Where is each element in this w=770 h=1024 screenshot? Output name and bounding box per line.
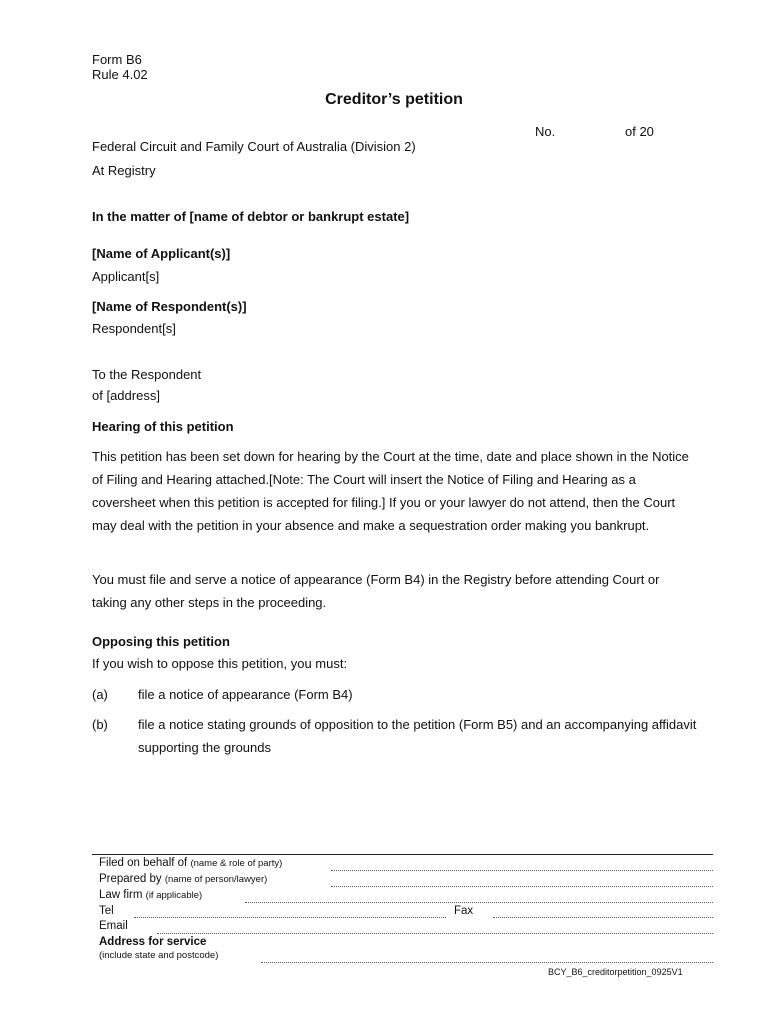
footer-divider: [92, 854, 713, 855]
form-number: Form B6: [92, 52, 142, 67]
fax-line[interactable]: [493, 917, 713, 918]
list-item-text: file a notice of appearance (Form B4): [138, 687, 353, 702]
respondent-role: Respondent[s]: [92, 321, 176, 336]
list-item-text: file a notice stating grounds of opposition to the petition (Form B5) and an accompanying affidavit supporting the grounds: [138, 717, 697, 755]
hearing-paragraph-2: You must file and serve a notice of appearance (Form B4) in the Registry before attending Court or taking any other steps in the proceeding.: [92, 572, 660, 610]
email-line[interactable]: [157, 933, 713, 934]
applicant-name: [Name of Applicant(s)]: [92, 246, 231, 261]
rule-number: Rule 4.02: [92, 67, 148, 82]
email-label: Email: [99, 920, 128, 932]
opposing-heading: Opposing this petition: [92, 634, 230, 649]
form-code: BCY_B6_creditorpetition_0925V1: [548, 967, 683, 977]
matter-heading: In the matter of [name of debtor or bankrupt estate]: [92, 209, 410, 224]
hearing-heading: Hearing of this petition: [92, 419, 234, 434]
prepared-by-label: Prepared by (name of person/lawyer): [99, 873, 268, 885]
list-item-label: (a): [92, 687, 108, 702]
filed-on-behalf-label: Filed on behalf of (name & role of party): [99, 857, 283, 869]
addressee-to: To the Respondent: [92, 367, 202, 382]
address-for-service-label: Address for service: [99, 936, 207, 948]
opposing-intro: If you wish to oppose this petition, you must:: [92, 656, 348, 671]
court-name: Federal Circuit and Family Court of Australia (Division 2): [92, 139, 416, 154]
law-firm-label: Law firm (if applicable): [99, 889, 203, 901]
respondent-name: [Name of Respondent(s)]: [92, 299, 247, 314]
registry-line: At Registry: [92, 163, 156, 178]
address-for-service-hint: (include state and postcode): [99, 950, 219, 961]
list-item-label: (b): [92, 717, 108, 732]
page-title: Creditor’s petition: [325, 91, 463, 108]
case-year-label: of 20: [625, 124, 654, 139]
case-no-label: No.: [535, 124, 556, 139]
address-for-service-line[interactable]: [261, 962, 713, 963]
filed-on-behalf-line[interactable]: [331, 870, 713, 871]
tel-label: Tel: [99, 905, 114, 917]
applicant-role: Applicant[s]: [92, 269, 160, 284]
fax-label: Fax: [454, 905, 474, 917]
addressee-address: of [address]: [92, 388, 160, 403]
tel-line[interactable]: [134, 917, 446, 918]
prepared-by-line[interactable]: [331, 886, 713, 887]
law-firm-line[interactable]: [245, 902, 713, 903]
hearing-paragraph-1: This petition has been set down for hearing by the Court at the time, date and place shown in the Notice of Filing and Hearing attached.[Note: The Court will insert the Notice of Filing and Hearing as a coversheet when this petition is accepted for filing.] If you or your lawyer do not attend, then the Court may deal with the petition in your absence and make a sequestration order making you bankrupt.: [92, 449, 689, 533]
